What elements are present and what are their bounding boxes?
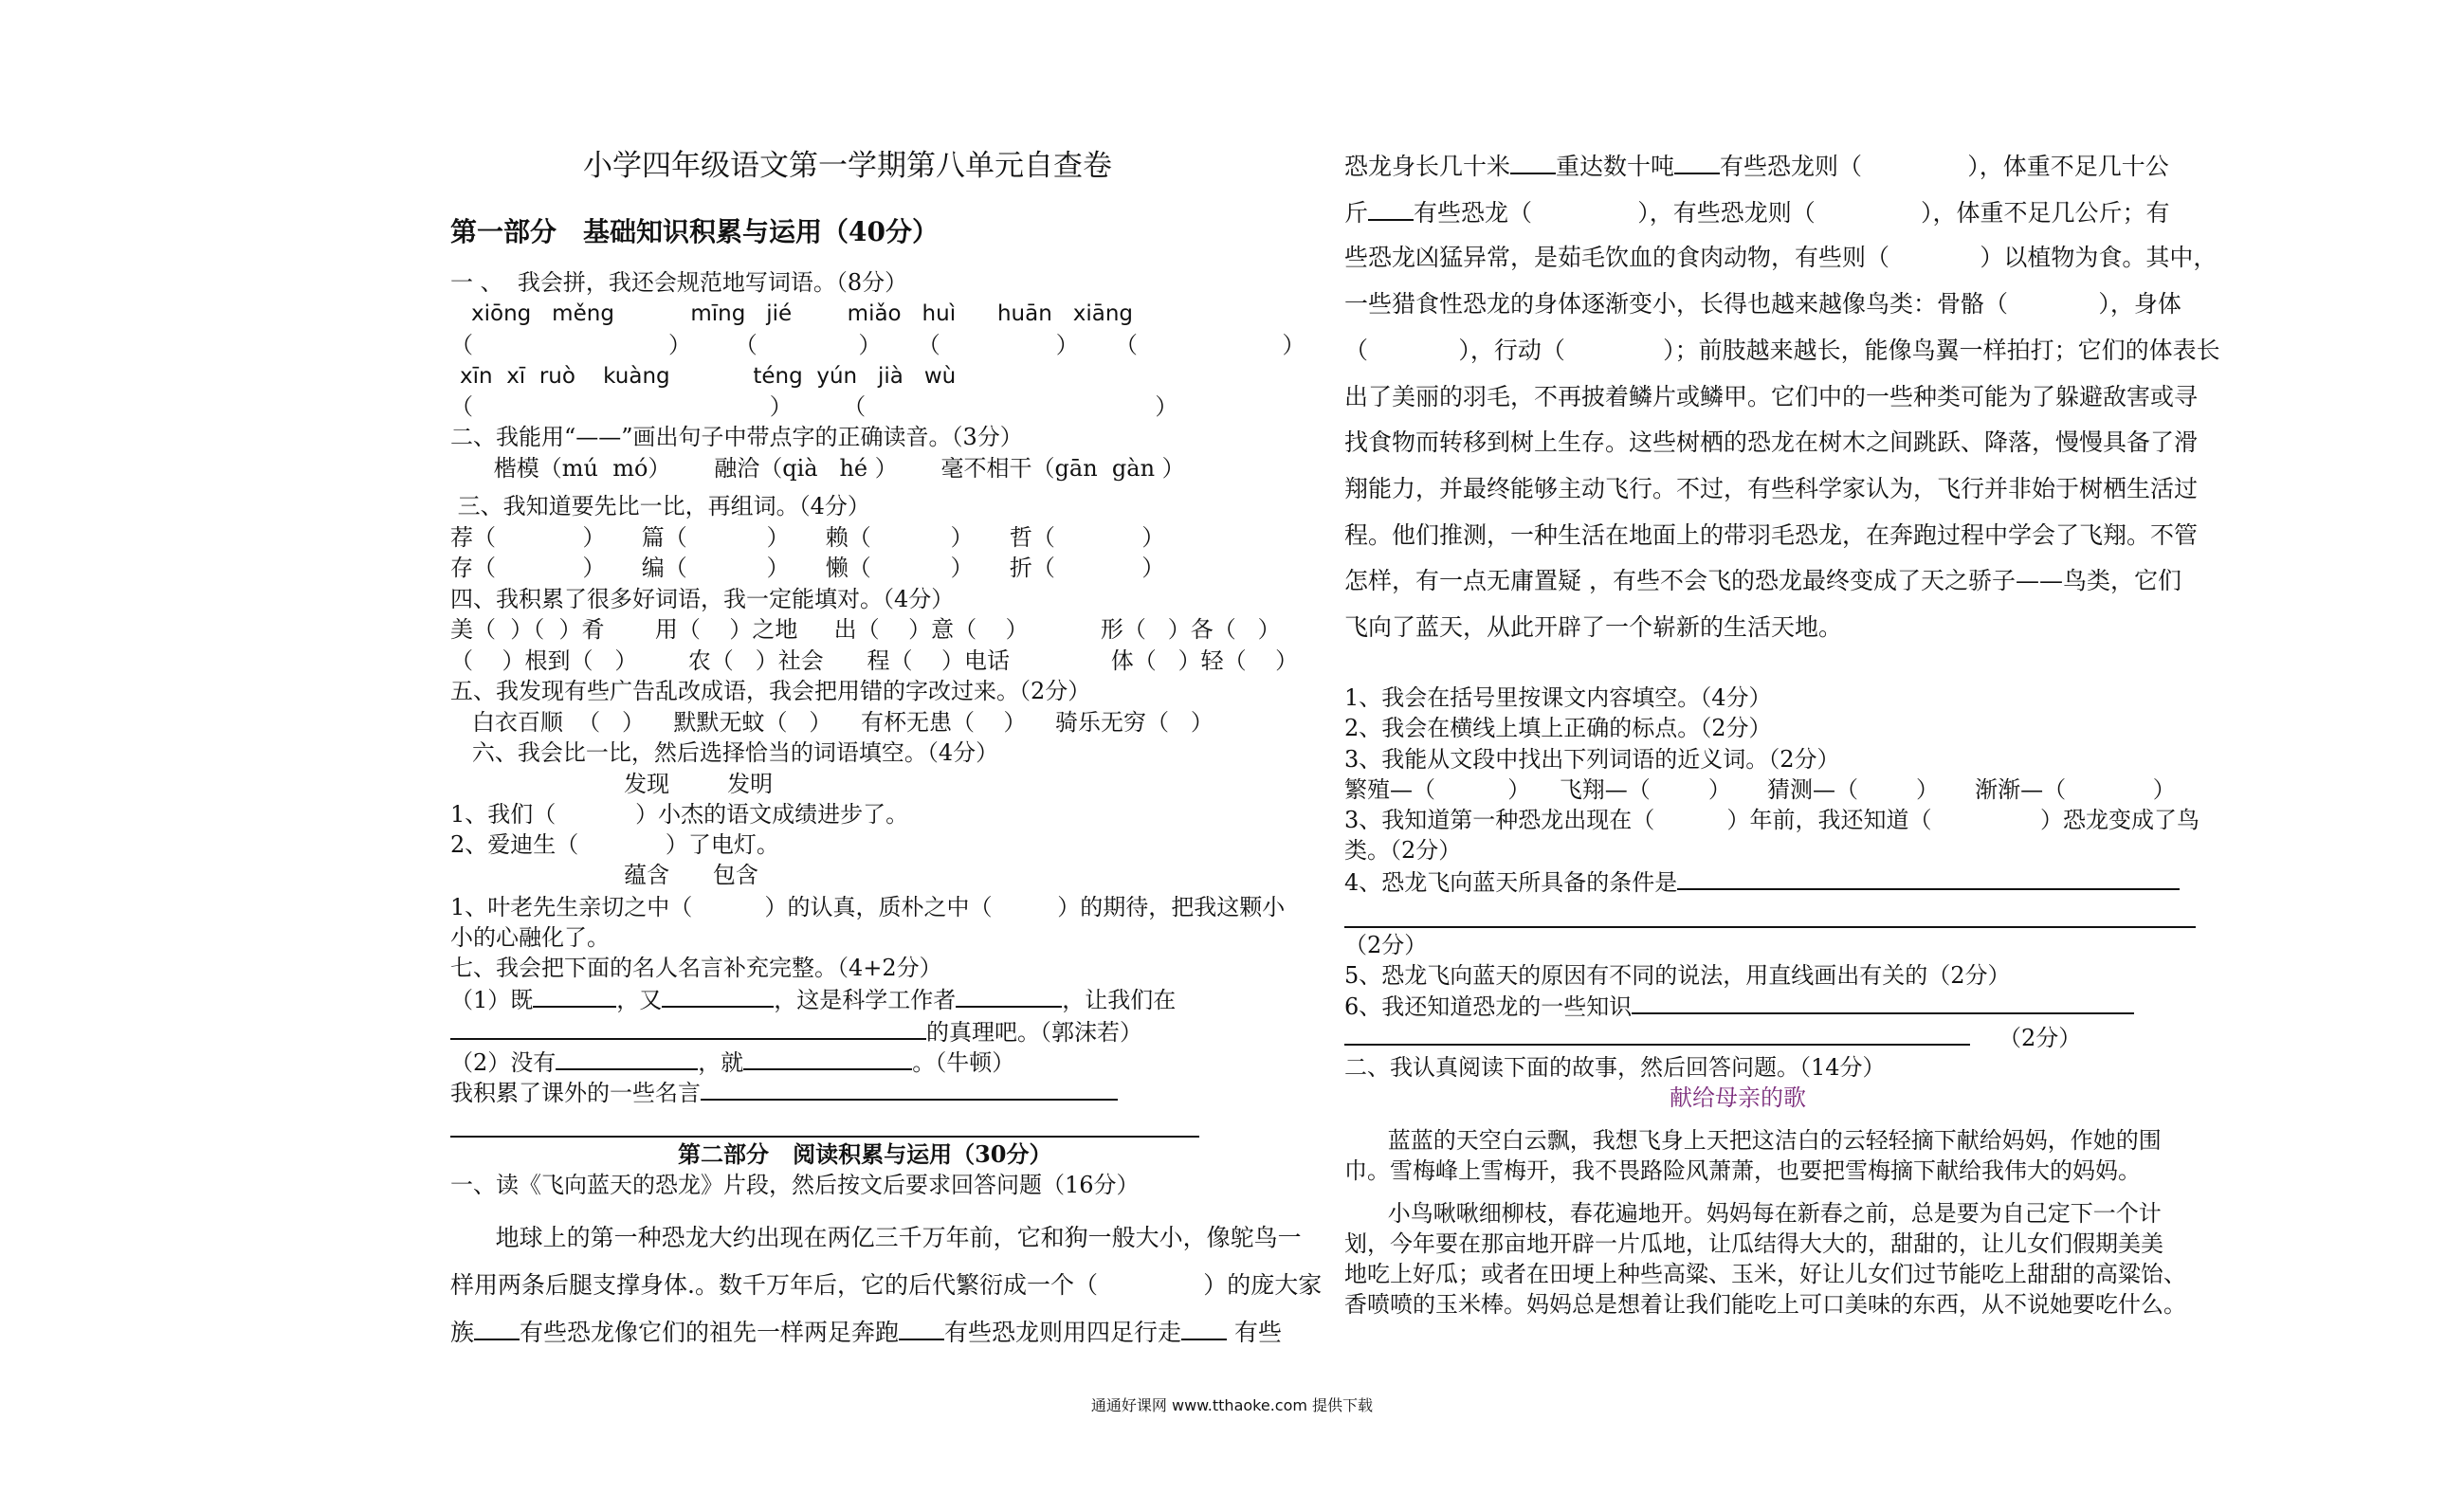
q1-prompt: 一 、 我会拼，我还会规范地写词语。（8分） [450, 269, 908, 296]
qa3: 3、我能从文段中找出下列词语的近义词。（2分） [1344, 746, 1840, 773]
q7-quote1-line1 [450, 985, 1176, 1014]
q1-answer-row1: （ ） （ ） （ ） （ ） [450, 332, 1305, 358]
reading1-r7: 找食物而转移到树上生存。这些树栖的恐龙在树木之间跳跃、降落，慢慢具备了滑 [1344, 428, 2199, 456]
qa5 [1344, 867, 2180, 897]
q1-pinyin-row2: xīn xī ruò kuàng téng yún jià wù [460, 364, 957, 389]
story-p4: 划，今年要在那亩地开辟一片瓜地，让瓜结得大大的，甜甜的，让儿女们假期美美 [1344, 1230, 2163, 1257]
qa1: 1、我会在括号里按课文内容填空。（4分） [1344, 684, 1772, 711]
footer-watermark: 通通好课网 www.tthaoke.com 提供下载 [1090, 1396, 1374, 1414]
part1-heading: 第一部分 基础知识积累与运用（40分） [450, 216, 939, 247]
punct-blank[interactable] [1510, 152, 1556, 174]
reading1-r9: 程。他们推测，一种生活在地面上的带羽毛恐龙，在奔跑过程中学会了飞翔。不管 [1344, 521, 2199, 549]
qa5-text: 4、恐龙飞向蓝天所具备的条件是 [1344, 869, 1678, 896]
q4-row1: 美（ ）（ ）肴 用（ ）之地 出（ ）意（ ） 形（ ）各（ ） [450, 616, 1281, 643]
q5-line: 白衣百顺 （ ） 默默无蚊（ ） 有杯无患（ ） 骑乐无穷（ ） [450, 709, 1214, 736]
part2-heading: 第二部分 阅读积累与运用（30分） [678, 1140, 1052, 1168]
q3-prompt: 三、我知道要先比一比，再组词。（4分） [450, 493, 870, 519]
reading1-p3 [450, 1318, 1282, 1347]
q7-blank[interactable] [533, 985, 616, 1008]
q7-a5: 的真理吧。（郭沫若） [926, 1019, 1142, 1046]
r2b: 有些恐龙（ ），有些恐龙则（ ），体重不足几公斤；有 [1414, 199, 2170, 227]
q7-c1: 我积累了课外的一些名言 [450, 1080, 701, 1106]
reading1-r2 [1344, 198, 2170, 228]
q7-a1: （1）既 [450, 987, 534, 1013]
r2a: 斤 [1344, 199, 1369, 227]
q7-a2: ，又 [616, 987, 663, 1013]
reading1-r6: 出了美丽的羽毛，不再披着鳞片或鳞甲。它们中的一些种类可能为了躲避敌害或寻 [1344, 383, 2199, 410]
answer-line[interactable] [1344, 1023, 1970, 1046]
qa7-score: （2分） [1999, 1025, 2082, 1051]
q3-row1: 荐（ ） 篇（ ） 赖（ ） 哲（ ） [450, 524, 1165, 551]
q6-words2: 蕴含 包含 [450, 862, 758, 888]
q7-blank[interactable] [956, 985, 1062, 1008]
reading1-prompt: 一、读《飞向蓝天的恐龙》片段，然后按文后要求回答问题（16分） [450, 1172, 1140, 1198]
q7-quote2 [450, 1047, 1014, 1077]
q6-sentence3: 1、叶老先生亲切之中（ ）的认真，质朴之中（ ）的期待，把我这颗小 [450, 894, 1286, 920]
reading1-p1: 地球上的第一种恐龙大约出现在两亿三千万年前，它和狗一般大小，像鸵鸟一 [450, 1224, 1302, 1251]
q2-line: 楷模（mú mó） 融洽（qià hé ） 毫不相干（gān gàn ） [450, 455, 1185, 482]
q7-quote1-line2 [450, 1017, 1142, 1047]
q7-a3: ，这是科学工作者 [774, 987, 957, 1013]
q7-b1: （2）没有 [450, 1049, 557, 1076]
answer-line[interactable] [1677, 867, 2180, 890]
story-p5: 地吃上好瓜；或者在田埂上种些高粱、玉米，好让儿女们过节能吃上甜甜的高粱饴、 [1344, 1261, 2186, 1287]
reading1-r11: 飞向了蓝天，从此开辟了一个崭新的生活天地。 [1344, 613, 1843, 641]
qa7-line2 [1344, 1023, 2081, 1052]
q7-a4: ，让我们在 [1062, 987, 1177, 1013]
reading1-p3c: 有些恐龙则用四足行走 [944, 1319, 1182, 1346]
q3-row2: 存（ ） 编（ ） 懒（ ） 折（ ） [450, 555, 1165, 581]
q1-answer-row2: （ ） （ ） [450, 393, 1178, 420]
divider [450, 1136, 1199, 1138]
story-p6: 香喷喷的玉米棒。妈妈总是想着让我们能吃上可口美味的东西，从不说她要吃什么。 [1344, 1291, 2186, 1318]
r1c: 有些恐龙则（ ），体重不足几十公 [1720, 153, 2169, 180]
punct-blank[interactable] [1181, 1318, 1227, 1340]
page-title: 小学四年级语文第一学期第八单元自查卷 [583, 149, 1112, 183]
punct-blank[interactable] [474, 1318, 520, 1340]
q7-b2: ，就 [698, 1049, 744, 1076]
q4-prompt: 四、我积累了很多好词语，我一定能填对。（4分） [450, 586, 955, 612]
reading1-r10: 怎样，有一点无庸置疑 ，有些不会飞的恐龙最终变成了天之骄子——鸟类，它们 [1344, 567, 2181, 594]
q7-blank[interactable] [662, 985, 774, 1008]
punct-blank[interactable] [1368, 198, 1414, 221]
q6-sentence3-cont: 小的心融化了。 [450, 924, 610, 951]
qa5-score: （2分） [1344, 932, 1428, 958]
q7-b3: 。（牛顿） [912, 1049, 1015, 1076]
q6-sentence1: 1、我们（ ）小杰的语文成绩进步了。 [450, 801, 909, 828]
answer-line[interactable] [1344, 926, 2196, 928]
q7-extra [450, 1078, 1118, 1107]
reading1-r8: 翔能力，并最终能够主动飞行。不过，有些科学家认为，飞行并非始于树栖生活过 [1344, 475, 2199, 502]
story-p3: 小鸟啾啾细柳枝，春花遍地开。妈妈每在新春之前，总是要为自己定下一个计 [1344, 1200, 2162, 1227]
reading1-p3a: 族 [450, 1319, 475, 1346]
q6-words1: 发现 发明 [450, 771, 774, 797]
r1a: 恐龙身长几十米 [1344, 153, 1511, 180]
qa2: 2、我会在横线上填上正确的标点。（2分） [1344, 715, 1772, 741]
qa4-cont: 类。（2分） [1344, 837, 1462, 864]
reading1-p3b: 有些恐龙像它们的祖先一样两足奔跑 [520, 1319, 900, 1346]
punct-blank[interactable] [899, 1318, 944, 1340]
q7-prompt: 七、我会把下面的名人名言补充完整。（4+2分） [450, 955, 942, 981]
story-p2: 巾。雪梅峰上雪梅开，我不畏路险风萧萧，也要把雪梅摘下献给我伟大的妈妈。 [1344, 1157, 2141, 1184]
q7-blank[interactable] [450, 1017, 926, 1040]
qa7-text: 6、我还知道恐龙的一些知识 [1344, 993, 1633, 1020]
r1b: 重达数十吨 [1556, 153, 1675, 180]
q7-blank[interactable] [743, 1047, 912, 1070]
qa3-synonyms: 繁殖—（ ） 飞翔—（ ） 猜测—（ ） 渐渐—（ ） [1344, 776, 2176, 803]
reading1-p3d: 有些 [1227, 1319, 1282, 1346]
q4-row2: （ ）根到（ ） 农（ ）社会 程（ ）电话 体（ ）轻（ ） [450, 647, 1299, 674]
reading2-prompt: 二、我认真阅读下面的故事，然后回答问题。（14分） [1344, 1054, 1886, 1081]
reading1-r1 [1344, 152, 2169, 181]
q1-pinyin-row1: xiōng měng mīng jié miǎo huì huān xiāng [471, 301, 1133, 326]
q5-prompt: 五、我发现有些广告乱改成语，我会把用错的字改过来。（2分） [450, 678, 1091, 704]
reading1-r4: 一些猎食性恐龙的身体逐渐变小，长得也越来越像鸟类：骨骼（ ），身体 [1344, 290, 2181, 318]
reading1-p2: 样用两条后腿支撑身体.。数千万年后，它的后代繁衍成一个（ ）的庞大家 [450, 1271, 1323, 1299]
story-title: 献给母亲的歌 [1670, 1084, 1806, 1111]
story-p1: 蓝蓝的天空白云飘，我想飞身上天把这洁白的云轻轻摘下献给妈妈，作她的围 [1344, 1127, 2162, 1154]
q6-sentence2: 2、爱迪生（ ）了电灯。 [450, 831, 779, 858]
reading1-r5: （ ），行动（ ）；前肢越来越长，能像鸟翼一样拍打；它们的体表长 [1344, 337, 2220, 364]
q7-blank[interactable] [701, 1078, 1118, 1101]
qa4: 3、我知道第一种恐龙出现在（ ）年前，我还知道（ ）恐龙变成了鸟 [1344, 807, 2199, 833]
answer-line[interactable] [1632, 992, 2134, 1014]
qa6: 5、恐龙飞向蓝天的原因有不同的说法，用直线画出有关的（2分） [1344, 962, 2011, 989]
q7-blank[interactable] [556, 1047, 698, 1070]
q6-prompt: 六、我会比一比，然后选择恰当的词语填空。（4分） [450, 739, 999, 766]
q2-prompt: 二、我能用“——”画出句子中带点字的正确读音。（3分） [450, 424, 1023, 450]
reading1-r3: 些恐龙凶猛异常，是茹毛饮血的食肉动物，有些则（ ）以植物为食。其中， [1344, 244, 2218, 271]
qa7 [1344, 992, 2134, 1021]
punct-blank[interactable] [1674, 152, 1720, 174]
